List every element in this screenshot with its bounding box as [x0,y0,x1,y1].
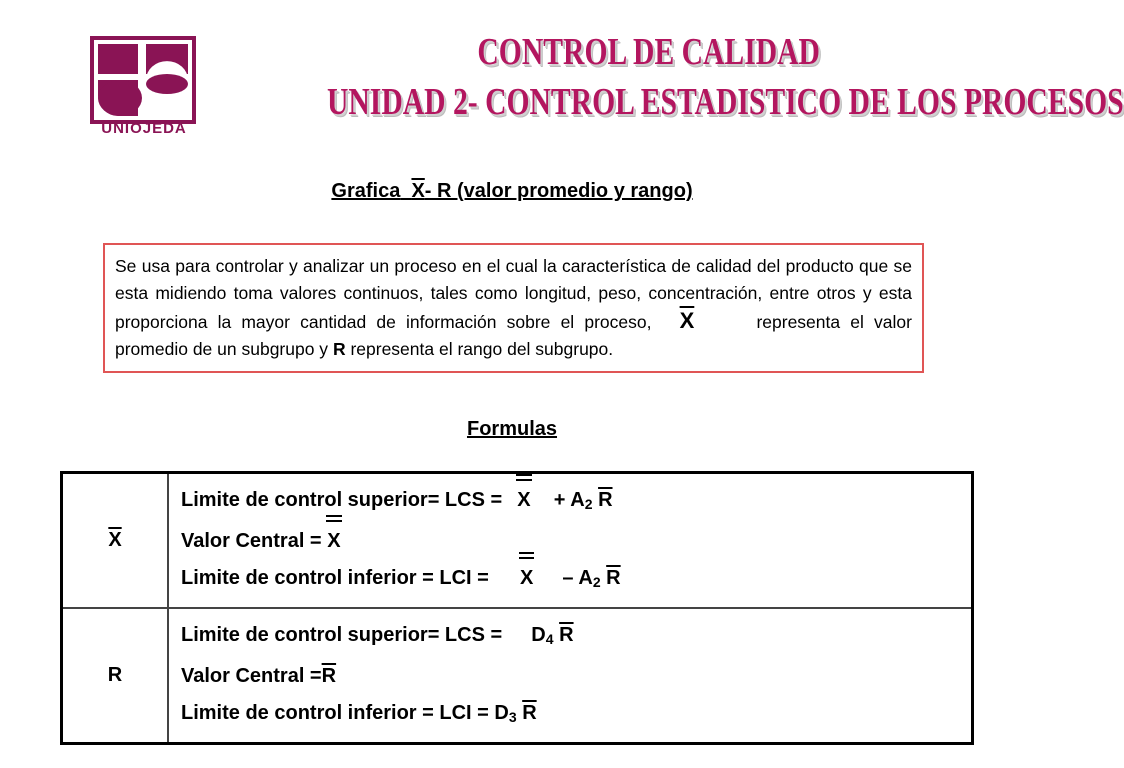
xbar-row-formulas [168,473,973,609]
xbar-lci-formula [181,560,961,601]
r-row-symbol: R [107,664,123,686]
description-part-1: Se usa para controlar y analizar un proceso en el cual la característica de calidad del producto que se esta midiendo toma valores continuos, tales como longitud, peso, concentración, entre otros y esta proporciona la mayor cantidad de información sobre el proceso, [115,256,912,332]
xbar-lci-sub: 2 [592,574,601,590]
title-line-1: CONTROL DE CALIDAD [477,31,820,73]
chart-heading [0,180,1024,203]
xbar-row-symbol-cell [62,473,169,609]
r-lci-formula [181,695,961,736]
formulas-table [60,471,974,745]
xbar-lcs-sub: 2 [584,496,593,512]
xbar-lci-xbarbar: X [520,560,533,597]
description-part-2: representa el valor promedio de un subgrupo y [115,312,912,359]
xbar-lci-rbar: $\overline{R}$ [606,567,621,589]
heading-suffix: - R (valor promedio y rango) [424,180,693,202]
heading-xbar-symbol: X [411,180,425,202]
r-lcs-label: Limite de control superior= LCS = [181,624,503,646]
r-row-symbol-cell [62,608,169,744]
r-lci-rbar: $\overline{R}$ [522,702,537,724]
xbar-vc-label: Valor Central = [181,530,322,552]
r-lcs-d: D [531,624,546,646]
xbar-vc-xbarbar: X [327,523,340,560]
r-row-formulas [168,608,973,744]
xbar-lcs-plus-a: + A [553,489,585,511]
r-lcs-rbar: $\overline{R}$ [559,624,574,646]
xbar-row-symbol: $\overline{X}$ [108,529,122,551]
logo-text: UNIOJEDA [101,120,187,137]
xbar-lcs-label: Limite de control superior= LCS = [181,489,503,511]
formulas-heading: Formulas [466,418,558,440]
description-part-3: representa el rango del subgrupo. [350,339,614,359]
r-lcs-formula [181,617,961,658]
xbar-lcs-formula [181,482,961,523]
description-box [103,243,924,373]
xbar-lcs-rbar: $\overline{R}$ [598,489,613,511]
xbar-lcs-xbarbar: X [517,482,530,519]
title-line-2: UNIDAD 2- CONTROL ESTADISTICO DE LOS PROCESOS [327,81,1124,123]
r-lci-sub: 3 [508,709,517,725]
xbar-vc-formula [181,523,961,560]
description-xbar-symbol: $\overline{X}$ [679,308,695,333]
r-lci-label: Limite de control inferior = LCI = D [181,702,509,724]
xbar-lci-minus-a: – A [562,567,593,589]
xbar-lci-label: Limite de control inferior = LCI = [181,567,489,589]
description-r-symbol: R [332,339,346,359]
r-lcs-sub: 4 [545,631,554,647]
table-row-xbar [62,473,973,609]
table-row-r [62,608,973,744]
heading-prefix: Grafica [331,180,401,202]
r-vc-rbar: $\overline{R}$ [321,665,337,687]
r-vc-formula [181,658,961,695]
r-vc-label: Valor Central = [181,665,322,687]
